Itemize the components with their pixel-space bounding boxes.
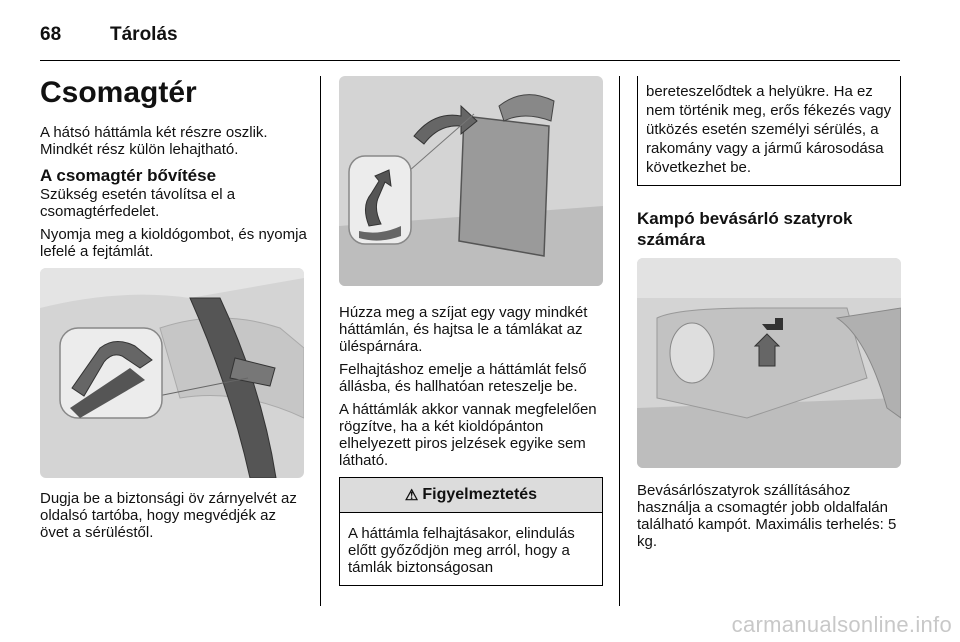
warning-continuation: bereteszelődtek a helyükre. Ha ez nem történik meg, erős fékezés vagy ütközés esetén személyi sérülés, a rakomány vagy a jármű károsodása következhet be. [637, 76, 901, 186]
paragraph-remove-cover: Szükség esetén távolítsa el a csomagtérfedelet. [40, 186, 236, 220]
paragraph-seatbelt: Dugja be a biztonsági öv zárnyelvét az oldalsó tartóba, hogy megvédjék az övet a sérüléstől. [40, 490, 297, 541]
paragraph-headrest: Nyomja meg a kioldógombot, és nyomja lefelé a fejtámlát. [40, 226, 307, 260]
warning-header [340, 478, 602, 513]
footer-watermark: carmanualsonline.info [731, 612, 952, 637]
warning-triangle-icon: ⚠ [404, 487, 419, 504]
subtitle: A csomagtér bővítése [40, 166, 217, 185]
column-3 [637, 76, 903, 556]
seatback-illustration [339, 76, 603, 286]
warning-text: A háttámla felhajtásakor, elindulás előtt győződjön meg arról, hogy a támlák biztonságosan [348, 525, 575, 576]
hook-illustration [637, 258, 901, 468]
paragraph-raise-seat: Felhajtáshoz emelje a háttámlát felső állásba, és hallhatóan reteszelje be. [339, 361, 587, 395]
column-1 [40, 76, 308, 547]
page-header [40, 14, 900, 61]
main-title: Csomagtér [40, 76, 197, 109]
column-divider-right [619, 76, 620, 606]
intro-paragraph: A hátsó háttámla két részre oszlik. Mindkét rész külön lehajtható. [40, 124, 268, 158]
column-2 [339, 76, 605, 586]
warning-box [339, 477, 603, 586]
hook-title: Kampó bevásárló szatyrok számára [637, 209, 853, 249]
column-divider-left [320, 76, 321, 606]
paragraph-hook: Bevásárlószatyrok szállításához használja a csomagtér jobb oldalfalán található kampót. Maximális terhelés: 5 kg. [637, 482, 897, 550]
paragraph-red-markers: A háttámlák akkor vannak megfelelően rögzítve, ha a két kioldópánton elhelyezett piros jelzések egyike sem látható. [339, 401, 597, 469]
page-number: 68 [40, 24, 62, 45]
seatbelt-illustration [40, 268, 304, 478]
section-title: Tárolás [110, 24, 178, 45]
paragraph-fold-seat: Húzza meg a szíjat egy vagy mindkét háttámlán, és hajtsa le a támlákat az üléspárnára. [339, 304, 588, 355]
warning-title: Figyelmeztetés [422, 486, 538, 503]
